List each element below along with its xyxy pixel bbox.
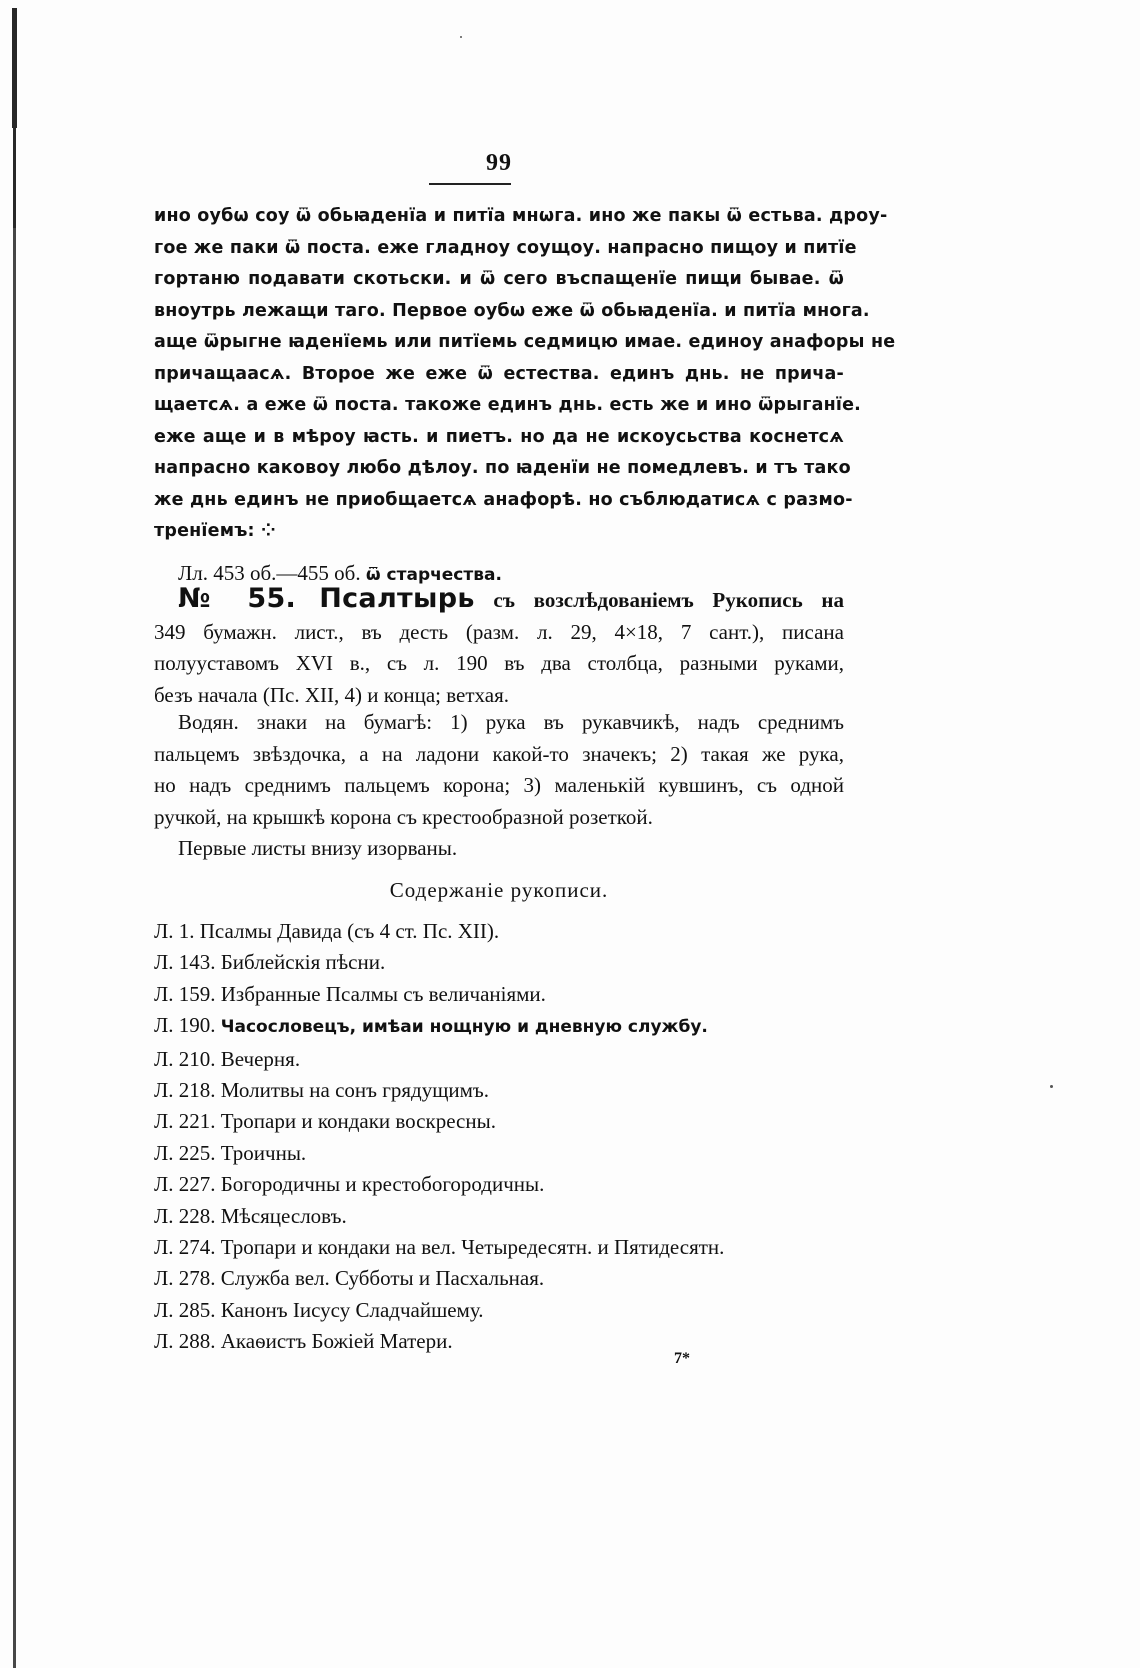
contents-item xyxy=(154,1326,844,1357)
passage-line: вноутрь лежащи таго. Первое оубѡ еже ѿ обьꙗденїа. и питїа многа. xyxy=(154,300,870,321)
contents-item-title: Тропари и кондаки на вел. Четыредесятн. и Пятидесятн. xyxy=(220,1235,725,1260)
contents-item xyxy=(154,1075,844,1106)
torn-pages-note: Первые листы внизу изорваны. xyxy=(178,836,458,860)
contents-item xyxy=(154,947,844,978)
watermarks-line: пальцемъ звѣздочка, а на ладони какой-то значекъ; 2) такая же рука, xyxy=(154,741,844,766)
entry-number-title: № 55. Псалтырь xyxy=(178,583,475,614)
folio-number: Л. 159. xyxy=(154,981,216,1006)
contents-heading: Содержаніе рукописи. xyxy=(389,878,609,902)
manuscript-entry xyxy=(154,583,844,711)
watermarks-paragraph xyxy=(154,707,844,833)
folio-number: Л. 225. xyxy=(154,1140,216,1165)
contents-item-title: Троичны. xyxy=(220,1140,307,1165)
folio-number: Л. 143. xyxy=(154,950,216,975)
folio-number: Л. 228. xyxy=(154,1203,216,1228)
passage-line: еже аще и в мѣроу ꙗсть. и пиетъ. но да не искоусьства коснетсѧ xyxy=(154,426,844,447)
contents-item xyxy=(154,1295,844,1326)
contents-item-title: Часословецъ, имѣаи нощную и дневную службу. xyxy=(220,1017,708,1038)
passage-line: щаетсѧ. а еже ѿ поста. такоже единъ днь. есть же и ино ѿрыганїе. xyxy=(154,395,861,415)
contents-item-title: Мѣсяцесловъ. xyxy=(220,1203,347,1228)
contents-item xyxy=(154,1106,844,1137)
folio-number: Л. 285. xyxy=(154,1297,216,1322)
contents-item xyxy=(154,1138,844,1169)
page-number: 99 xyxy=(486,150,512,176)
contents-item xyxy=(154,1201,844,1232)
contents-item-title: Канонъ Іисусу Сладчайшему. xyxy=(220,1297,484,1322)
church-slavonic-passage xyxy=(154,201,896,548)
contents-item xyxy=(154,916,844,947)
entry-description: съ возслѣдованіемъ Рукопись на xyxy=(493,588,844,612)
contents-item xyxy=(154,1232,844,1263)
contents-item-title: Акаѳистъ Божіей Матери. xyxy=(220,1329,453,1354)
contents-item xyxy=(154,1169,844,1200)
folio-number: Л. 218. xyxy=(154,1078,216,1103)
folio-range: Лл. 453 об.—455 об. xyxy=(178,561,361,585)
contents-item xyxy=(154,1010,844,1043)
watermarks-line: ручкой, на крышкѣ корона съ крестообразной розеткой. xyxy=(154,804,653,829)
contents-item-title: Тропари и кондаки воскресны. xyxy=(220,1109,496,1134)
entry-line: полууставомъ XVI в., съ л. 190 въ два столбца, разными руками, xyxy=(154,651,844,675)
passage-line: гортаню подавати скотьски. и ѿ сего въспащенїе пищи бывае. ѿ xyxy=(154,269,844,289)
contents-item-title: Избранные Псалмы съ величаніями. xyxy=(220,981,546,1006)
contents-list xyxy=(154,916,844,1358)
folio-number: Л. 190. xyxy=(154,1013,216,1038)
folio-section-title: ѿ старчества. xyxy=(365,565,502,585)
folio-number: Л. 210. xyxy=(154,1046,216,1071)
contents-item xyxy=(154,1263,844,1294)
passage-line: гое же паки ѿ поста. еже гладноу соущоу. напрасно пищоу и питїе xyxy=(154,237,857,258)
contents-item xyxy=(154,979,844,1010)
contents-item-title: Библейскія пѣсни. xyxy=(220,950,386,975)
entry-heading-line xyxy=(154,583,844,617)
scan-speck xyxy=(460,36,462,38)
folio-number: Л. 274. xyxy=(154,1235,216,1260)
entry-line: 349 бумажн. лист., въ десть (разм. л. 29, 4×18, 7 сант.), писана xyxy=(154,619,844,644)
passage-line: же днь единъ не приобщаетсѧ анафорѣ. но съблюдатисѧ с размо- xyxy=(154,489,853,510)
printer-signature-mark: 7* xyxy=(674,1350,690,1367)
passage-line: аще ѿрыгне ꙗденїемь или питїемь седмицю имае. единоу анафоры не xyxy=(154,332,896,352)
scan-speck xyxy=(1050,1085,1053,1088)
page-number-underline xyxy=(429,183,511,185)
passage-line: тренїемъ: ⁘ xyxy=(154,521,276,541)
scanned-binding-edge xyxy=(13,8,16,1668)
folio-number: Л. 288. xyxy=(154,1329,216,1354)
folio-number: Л. 1. xyxy=(154,919,195,943)
passage-line: напрасно каковоу любо дѣлоу. по ꙗденїи не помедлевъ. и тъ тако xyxy=(154,458,851,478)
contents-item-title: Вечерня. xyxy=(220,1046,301,1071)
entry-line: безъ начала (Пс. XII, 4) и конца; ветхая. xyxy=(154,682,509,707)
folio-number: Л. 227. xyxy=(154,1172,216,1197)
watermarks-line: но надъ среднимъ пальцемъ корона; 3) маленькій кувшинъ, съ одной xyxy=(154,773,844,797)
passage-line: ино оубѡ соу ѿ обьꙗденїа и питїа мнѡга. ино же пакы ѿ естьва. дроу- xyxy=(154,206,888,226)
contents-item-title: Молитвы на сонъ грядущимъ. xyxy=(220,1078,490,1103)
contents-item-title: Богородичны и крестобогородичны. xyxy=(220,1172,545,1197)
contents-item-title: Служба вел. Субботы и Пасхальная. xyxy=(220,1266,545,1291)
passage-line: причащаасѧ. Второе же еже ѿ естества. единъ днь. не прича- xyxy=(154,363,844,384)
folio-number: Л. 278. xyxy=(154,1266,216,1291)
watermarks-line: Водян. знаки на бумагѣ: 1) рука въ рукавчикѣ, надъ среднимъ xyxy=(178,710,844,734)
folio-number: Л. 221. xyxy=(154,1109,216,1134)
contents-item xyxy=(154,1044,844,1075)
contents-item-title: Псалмы Давида (съ 4 ст. Пс. XII). xyxy=(199,919,500,943)
